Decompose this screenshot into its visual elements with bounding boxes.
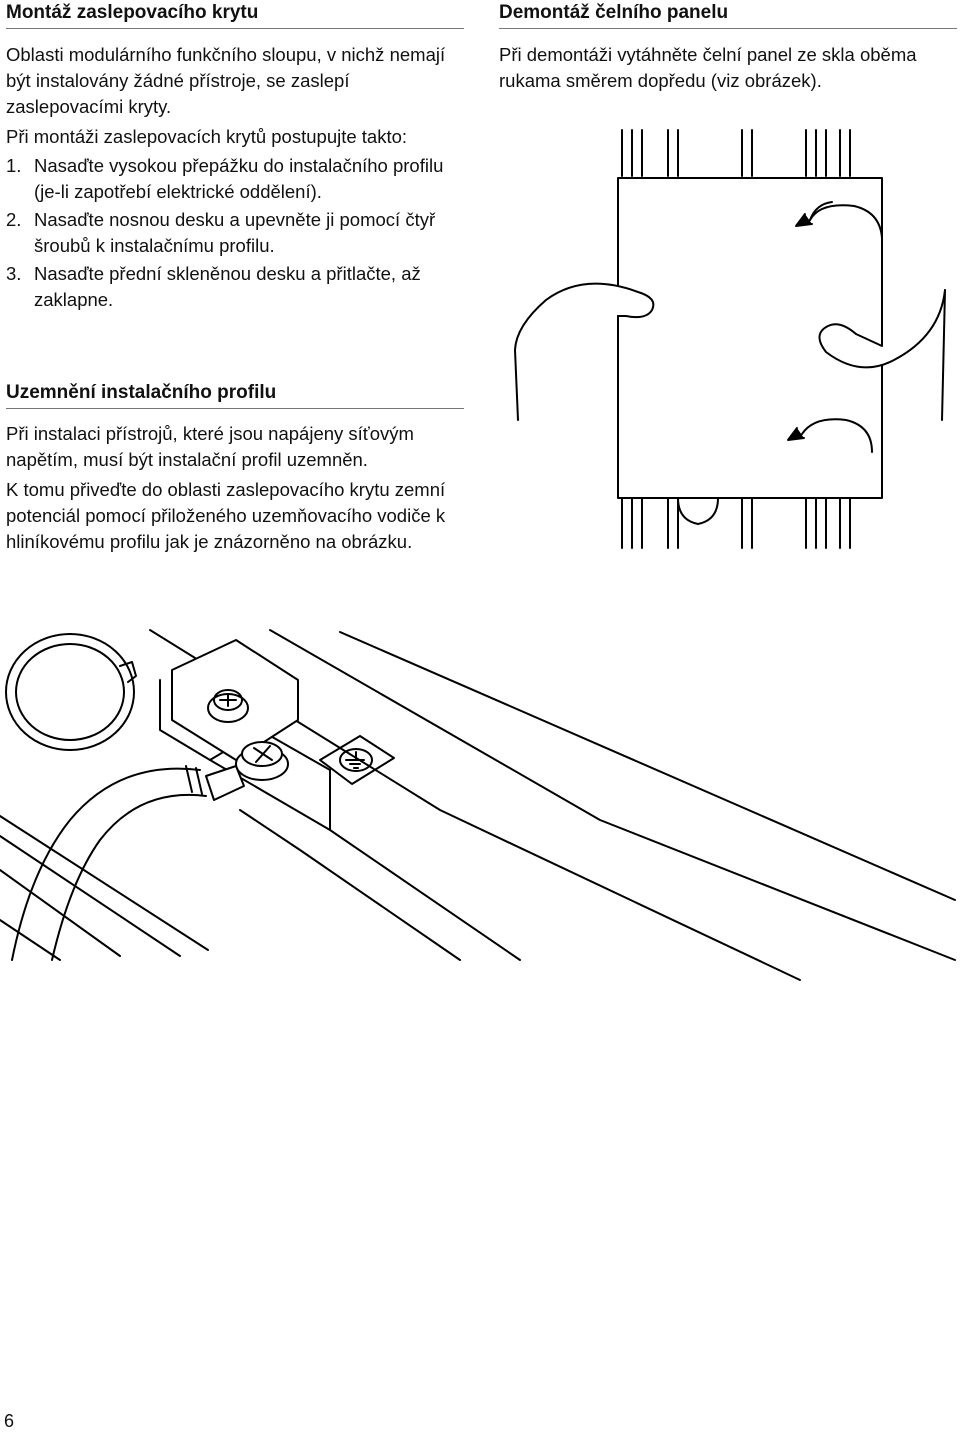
step-item — [6, 261, 466, 313]
heading-front-panel-removal: Demontáž čelního panelu — [499, 2, 729, 23]
grounding-conductor-illustration — [0, 620, 955, 980]
heading-rule — [499, 28, 957, 29]
bottom-rail-lines — [622, 496, 850, 548]
step-number: 1. — [6, 155, 22, 176]
paragraph-blank-cover-intro: Oblasti modulárního funkčního sloupu, v nichž nemají být instalovány žádné přístroje, se zaslepí zaslepovacími kryty. — [6, 44, 446, 117]
step-text: Nasaďte nosnou desku a upevněte ji pomocí čtyř šroubů k instalačnímu profilu. — [34, 209, 436, 256]
step-text: Nasaďte přední skleněnou desku a přitlačte, až zaklapne. — [34, 263, 421, 310]
ground-cable-outer — [12, 769, 200, 960]
cable-lug — [206, 766, 244, 800]
ground-cable-inner — [52, 795, 206, 960]
front-panel-removal-illustration — [510, 120, 950, 560]
step-item — [6, 207, 466, 259]
heading-blank-cover-mounting: Montáž zaslepovacího krytu — [6, 2, 259, 23]
top-rail-lines — [622, 130, 850, 176]
heading-profile-grounding: Uzemnění instalačního profilu — [6, 382, 277, 403]
page-number: 6 — [4, 1411, 15, 1431]
step-number: 2. — [6, 209, 22, 230]
step-text: Nasaďte vysokou přepážku do instalačního profilu (je-li zapotřebí elektrické oddělení). — [34, 155, 444, 202]
round-module — [6, 634, 134, 750]
heading-rule — [6, 28, 464, 29]
heading-rule — [6, 408, 464, 409]
step-number: 3. — [6, 263, 22, 284]
steps-list — [6, 153, 466, 315]
paragraph-grounding-procedure: K tomu přiveďte do oblasti zaslepovacího krytu zemní potenciál pomocí přiloženého uzemňovacího vodiče k hliníkovému profilu jak je znázorněno na obrázku. — [6, 479, 446, 552]
paragraph-grounding-requirement: Při instalaci přístrojů, které jsou napájeny síťovým napětím, musí být instalační profil uzemněn. — [6, 423, 414, 470]
panel-notch — [678, 498, 718, 524]
paragraph-steps-intro: Při montáži zaslepovacích krytů postupujte takto: — [6, 126, 408, 147]
step-item — [6, 153, 466, 205]
paragraph-front-panel-removal: Při demontáži vytáhněte čelní panel ze skla oběma rukama směrem dopředu (viz obrázek). — [499, 44, 917, 91]
